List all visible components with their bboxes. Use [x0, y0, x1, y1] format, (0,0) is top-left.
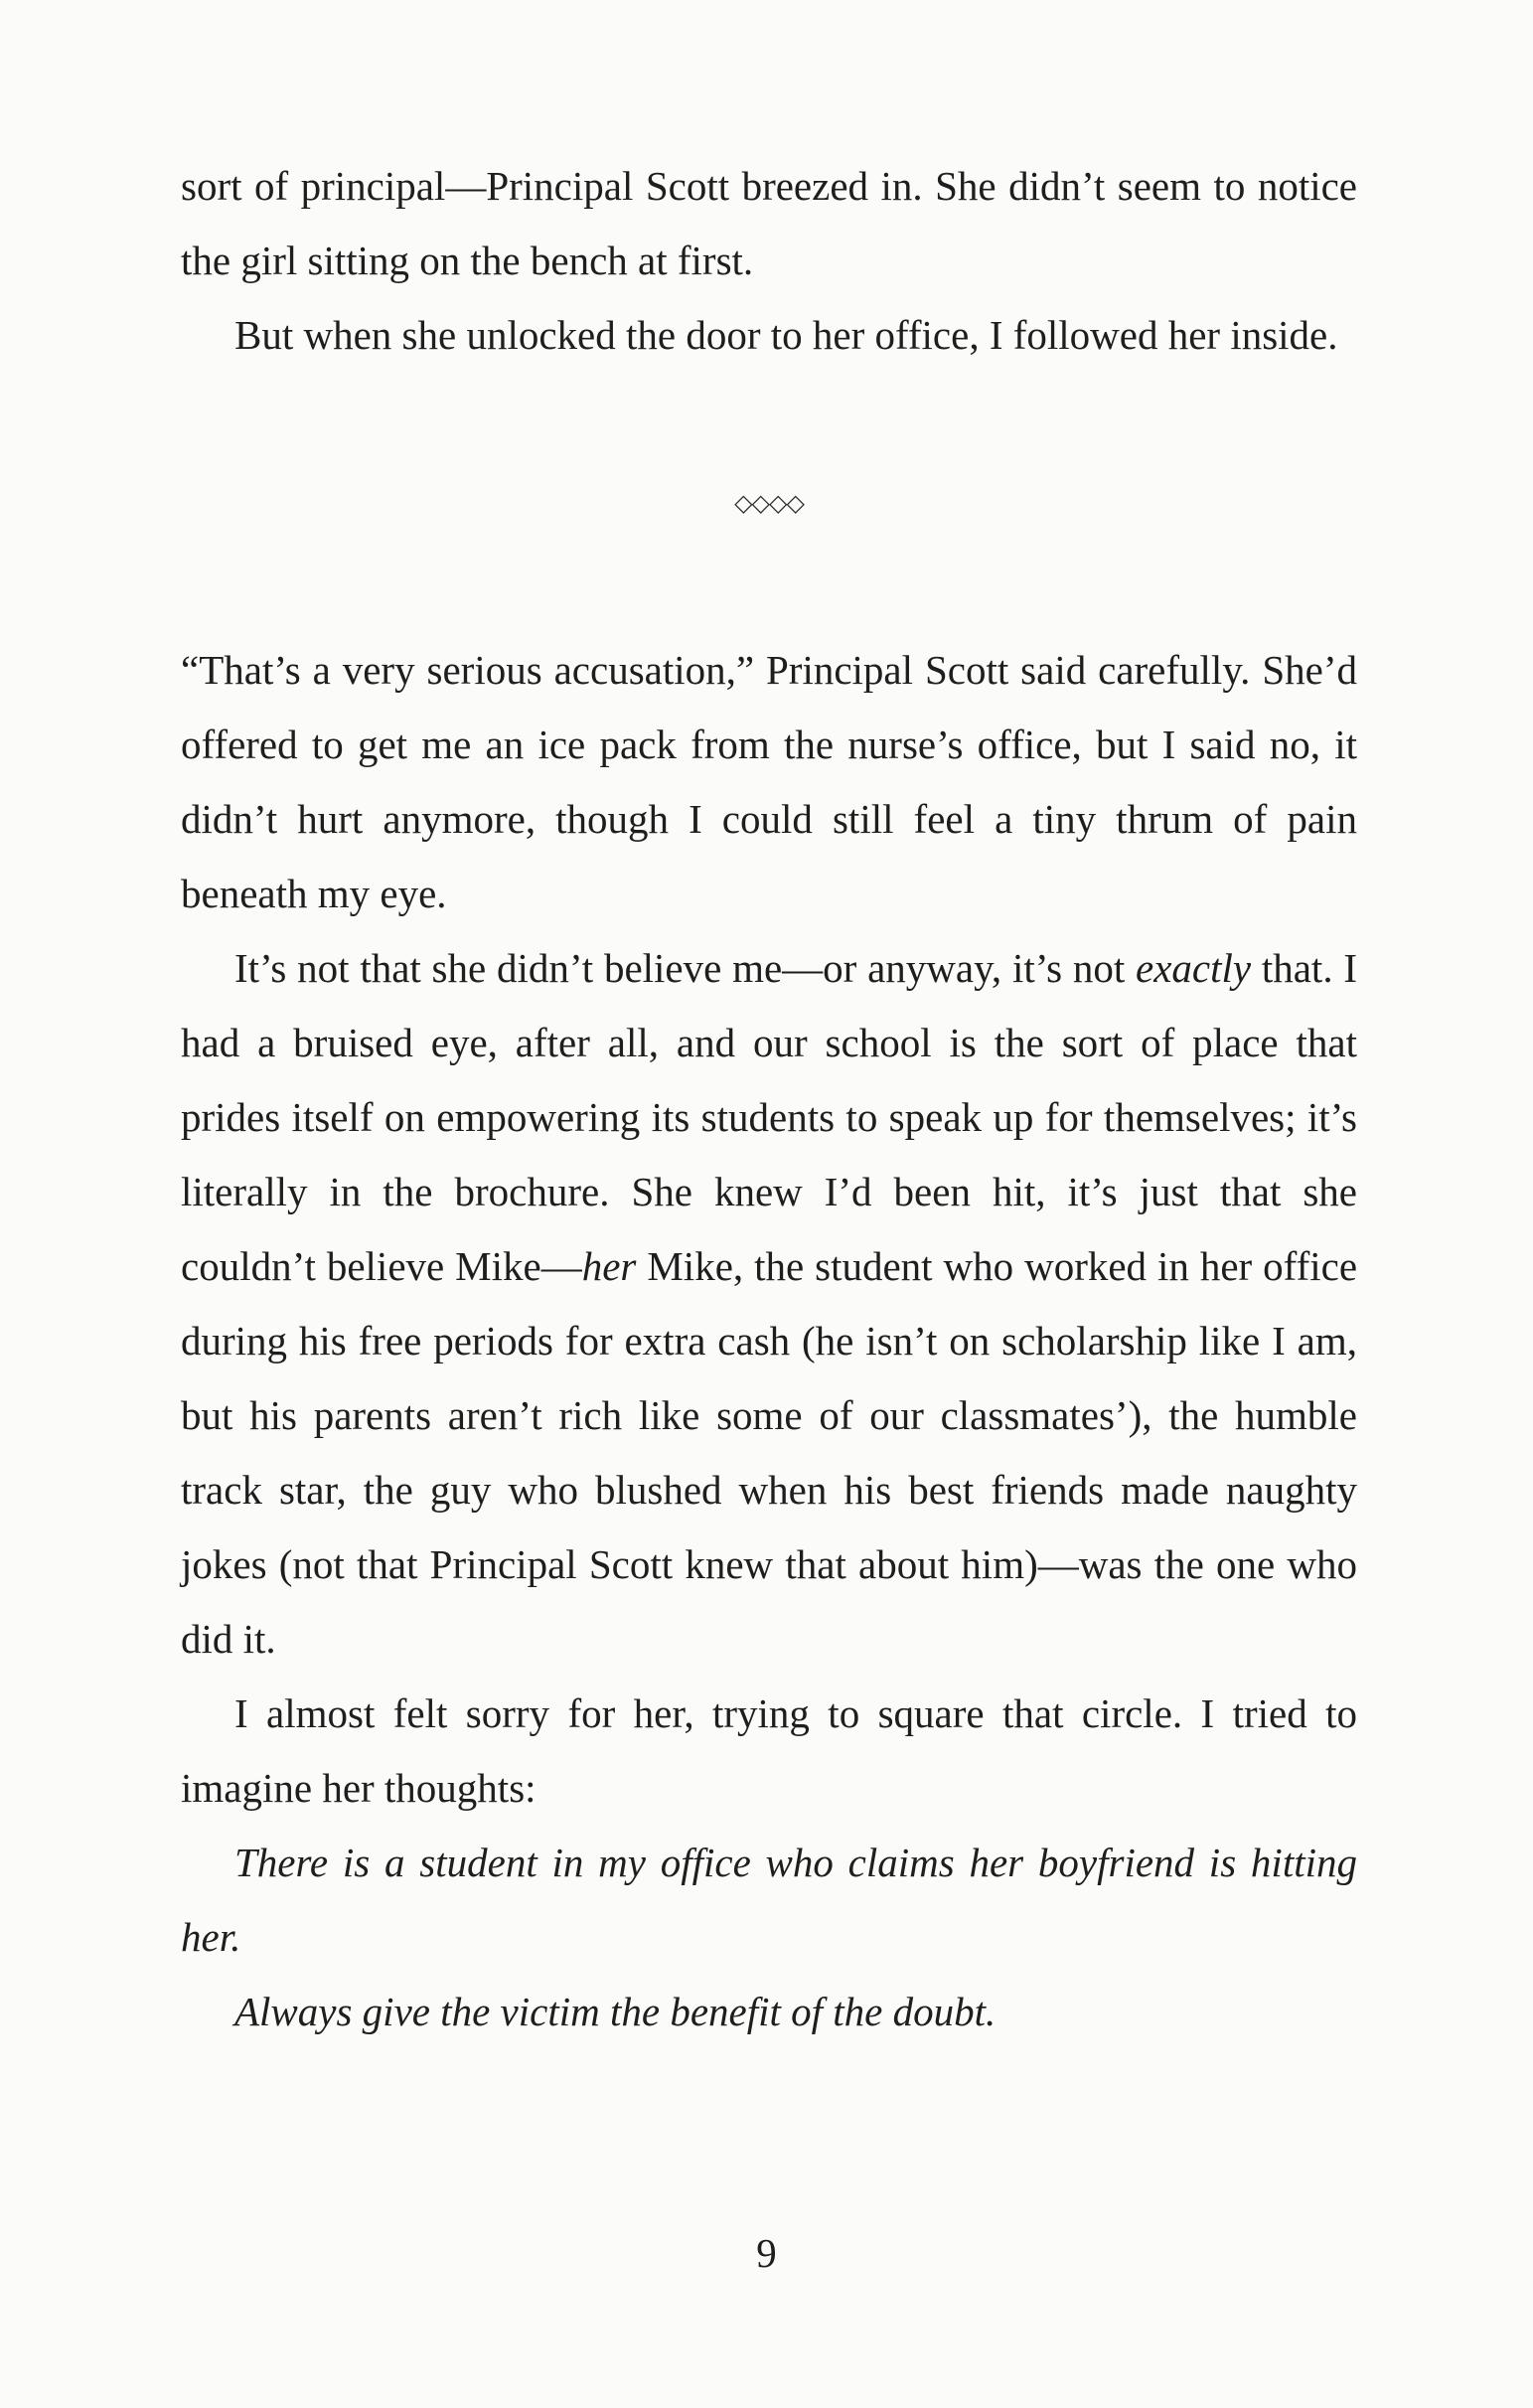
paragraph-1: sort of principal—Principal Scott breezed in. She didn’t seem to notice the girl sitting on the bench at first. — [181, 163, 1357, 283]
paragraph-3: “That’s a very serious accusation,” Principal Scott said carefully. She’d offered to get me an ice pack from the nurse’s office, but I said no, it didn’t hurt anymore, though I could still feel a tiny thrum of pain beneath my eye. — [181, 647, 1357, 916]
paragraph-6-italic-thought: There is a student in my office who claims her boyfriend is hitting her. — [181, 1840, 1357, 1960]
paragraph-4-part-1: It’s not that she didn’t believe me—or anyway, it’s not — [234, 945, 1136, 991]
emphasis-her: her — [581, 1243, 637, 1289]
emphasis-exactly: exactly — [1136, 945, 1252, 991]
page-number: 9 — [756, 2230, 777, 2276]
paragraph-7-italic-thought: Always give the victim the benefit of the doubt. — [234, 1989, 996, 2034]
paragraph-2: But when she unlocked the door to her office, I followed her inside. — [234, 312, 1338, 358]
paragraph-5: I almost felt sorry for her, trying to square that circle. I tried to imagine her thoughts: — [181, 1690, 1357, 1811]
body-text — [181, 149, 1357, 2049]
section-break-ornament: ◇◇◇◇ — [734, 489, 804, 517]
paragraph-4-part-3: Mike, the student who worked in her office during his free periods for extra cash (he isn’t on scholarship like I am, but his parents aren’t rich like some of our classmates’), the humble track star, the guy who blushed when his best friends made naughty jokes (not that Principal Scott knew that about him)—was the one who did it. — [181, 1243, 1358, 1662]
paragraph-4 — [181, 931, 1357, 1677]
paragraph-4-part-2: that. I had a bruised eye, after all, and our school is the sort of place that prides itself on empowering its students to speak up for themselves; it’s literally in the brochure. She knew I’d been hit, it’s just that she couldn’t believe Mike— — [181, 945, 1357, 1289]
